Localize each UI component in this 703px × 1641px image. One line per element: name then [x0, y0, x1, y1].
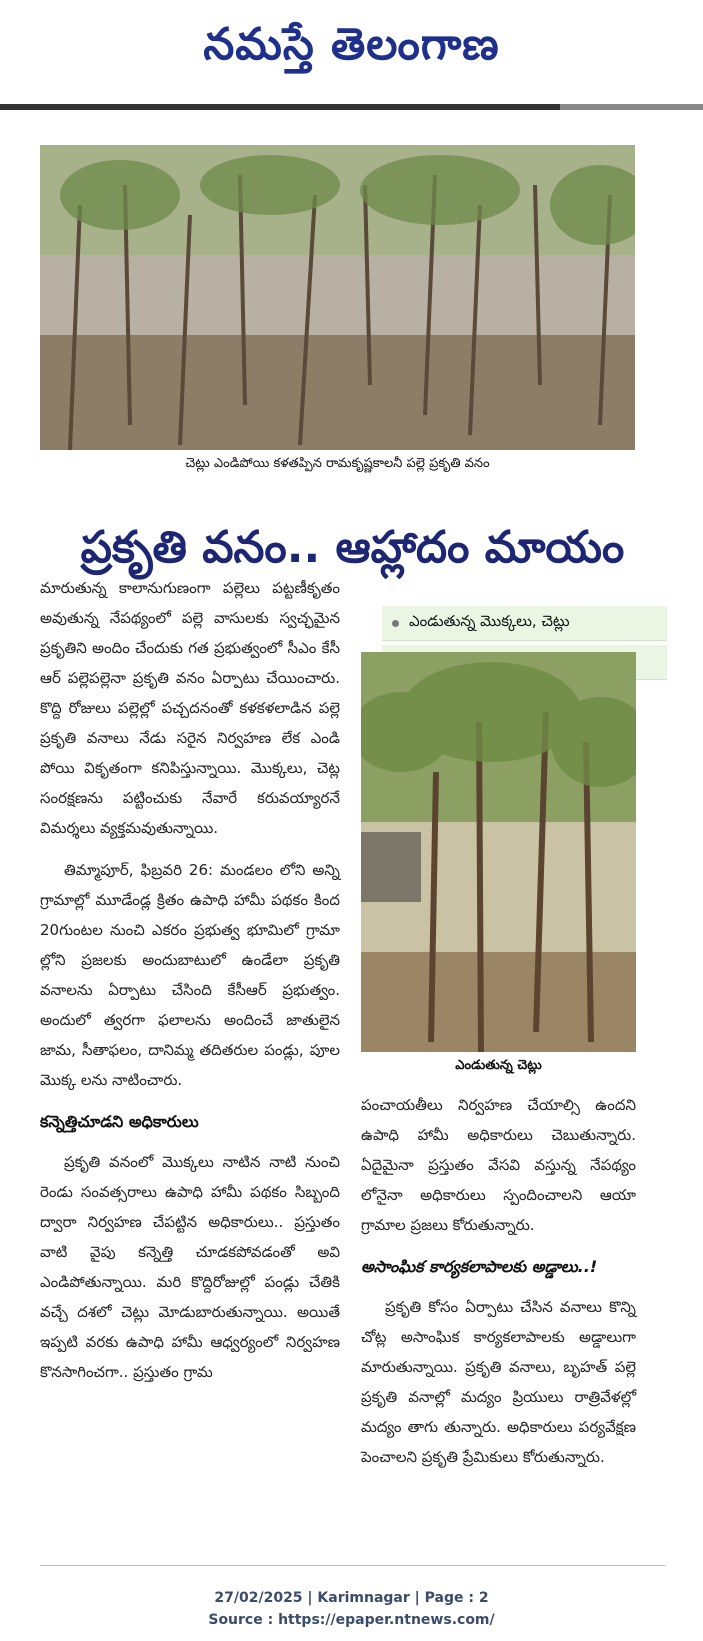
section-subhead: కన్నెత్తిచూడని అధికారులు — [40, 1112, 199, 1131]
intro-paragraph: మారుతున్న కాలానుగుణంగా పల్లెలు పట్టణీకృతం అవుతున్న నేపథ్యంలో పల్లె వాసులకు స్వచ్ఛమైన ప్రకృతిని అందిం చేందుకు గత ప్రభుత్వంలో సీఎం కేసీ ఆర్ పల్లెపల్లెనా ప్రకృతి వనం ఏర్పాటు చేయించారు. కొద్ది రోజులు పల్లెల్లో పచ్చదనంతో కళకళలాడిన పల్లె ప్రకృతి వనాలు నేడు సరైన నిర్వహణ లేక ఎండి పోయి వికృతంగా కనిపిస్తున్నాయి. మొక్కలు, చెట్ల సంరక్షణను పట్టించుకు నేవారే కరువయ్యారనే విమర్శలు వ్యక్తమవుతున్నాయి. — [40, 579, 340, 837]
dry-forest-image — [40, 145, 635, 450]
top-photo — [40, 145, 635, 450]
masthead-rule — [0, 104, 560, 110]
right-column — [361, 1090, 636, 1484]
section-subhead: అసాంఘిక కార్యకలాపాలకు అడ్డాలు..! — [361, 1257, 598, 1276]
bullet-dot-icon — [392, 620, 399, 627]
side-photo — [361, 652, 636, 1052]
bullet-item: ఎండుతున్న మొక్కలు, చెట్లు — [382, 606, 667, 641]
left-column — [40, 573, 340, 1399]
masthead-rule-grey — [560, 104, 703, 110]
footer-rule — [40, 1565, 665, 1566]
top-photo-caption: చెట్లు ఎండిపోయి కళతప్పిన రామకృష్ణకాలనీ పల్లె ప్రకృతి వనం — [185, 456, 490, 471]
body-paragraph: పంచాయతీలు నిర్వహణ చేయాల్సి ఉందని ఉపాధి హామీ అధికారులు చెబుతున్నారు. ఏదైమైనా ప్రస్తుతం వేసవి వస్తున్న నేపథ్యం లోనైనా అధికారులు స్పందించాలని ఆయా గ్రామాల ప్రజలు కోరుతున్నారు. — [361, 1096, 636, 1234]
body-paragraph: ప్రకృతి వనంలో మొక్కలు నాటిన నాటి నుంచి రెండు సంవత్సరాలు ఉపాధి హామీ పథకం సిబ్బంది ద్వారా నిర్వహణ చేపట్టిన అధికారులు.. ప్రస్తుతం వాటి వైపు కన్నెత్తి చూడకపోవడంతో అవి ఎండిపోతున్నాయి. మరి కొద్దిరోజుల్లో పండ్లు చేతికి వచ్చే దశలో చెట్లు మోడుబారుతున్నాయి. అయితే ఇప్పటి వరకు ఉపాధి హామీ ఆధ్వర్యంలో నిర్వహణ కొనసాగించగా.. ప్రస్తుతం గ్రామ — [40, 1153, 340, 1381]
body-paragraph: ప్రకృతి కోసం ఏర్పాటు చేసిన వనాలు కొన్ని చోట్ల అసాంఘిక కార్యకలాపాలకు అడ్డాలుగా మారుతున్నాయి. ప్రకృతి వనాలు, బృహత్ పల్లె ప్రకృతి వనాల్లో మద్యం ప్రియులు రాత్రివేళల్లో మద్యం తాగు తున్నారు. అధికారులు పర్యవేక్షణ పెంచాలని ప్రకృతి ప్రేమికులు కోరుతున్నారు. — [361, 1298, 636, 1466]
side-photo-caption: ఎండుతున్న చెట్లు — [455, 1058, 542, 1073]
footer-date-edition: 27/02/2025 | Karimnagar | Page : 2 — [214, 1590, 489, 1606]
body-paragraph: తిమ్మాపూర్, ఫిబ్రవరి 26: మండలం లోని అన్ని గ్రామాల్లో మూడేండ్ల క్రితం ఉపాధి హామీ పథకం కింద 20గుంటల నుంచి ఎకరం ప్రభుత్వ భూమిలో గ్రామా ల్లోని ప్రజలకు అందుబాటులో ఉండేలా ప్రకృతి వనాలను ఏర్పాటు చేసింది కేసీఆర్ ప్రభుత్వం. అందులో త్వరగా ఫలాలను అందించే జాతులైన జామ, సీతాఫలం, దానిమ్మ తదితరుల పండ్లు, పూల మొక్క లను నాటించారు. — [40, 861, 340, 1089]
dry-trees-image — [361, 652, 636, 1052]
masthead — [0, 0, 703, 100]
newspaper-title: నమస్తే తెలంగాణ — [203, 19, 500, 70]
footer-source[interactable]: Source : https://epaper.ntnews.com/ — [208, 1612, 495, 1628]
article-headline: ప్రకృతి వనం.. ఆహ్లాదం మాయం — [80, 522, 625, 573]
